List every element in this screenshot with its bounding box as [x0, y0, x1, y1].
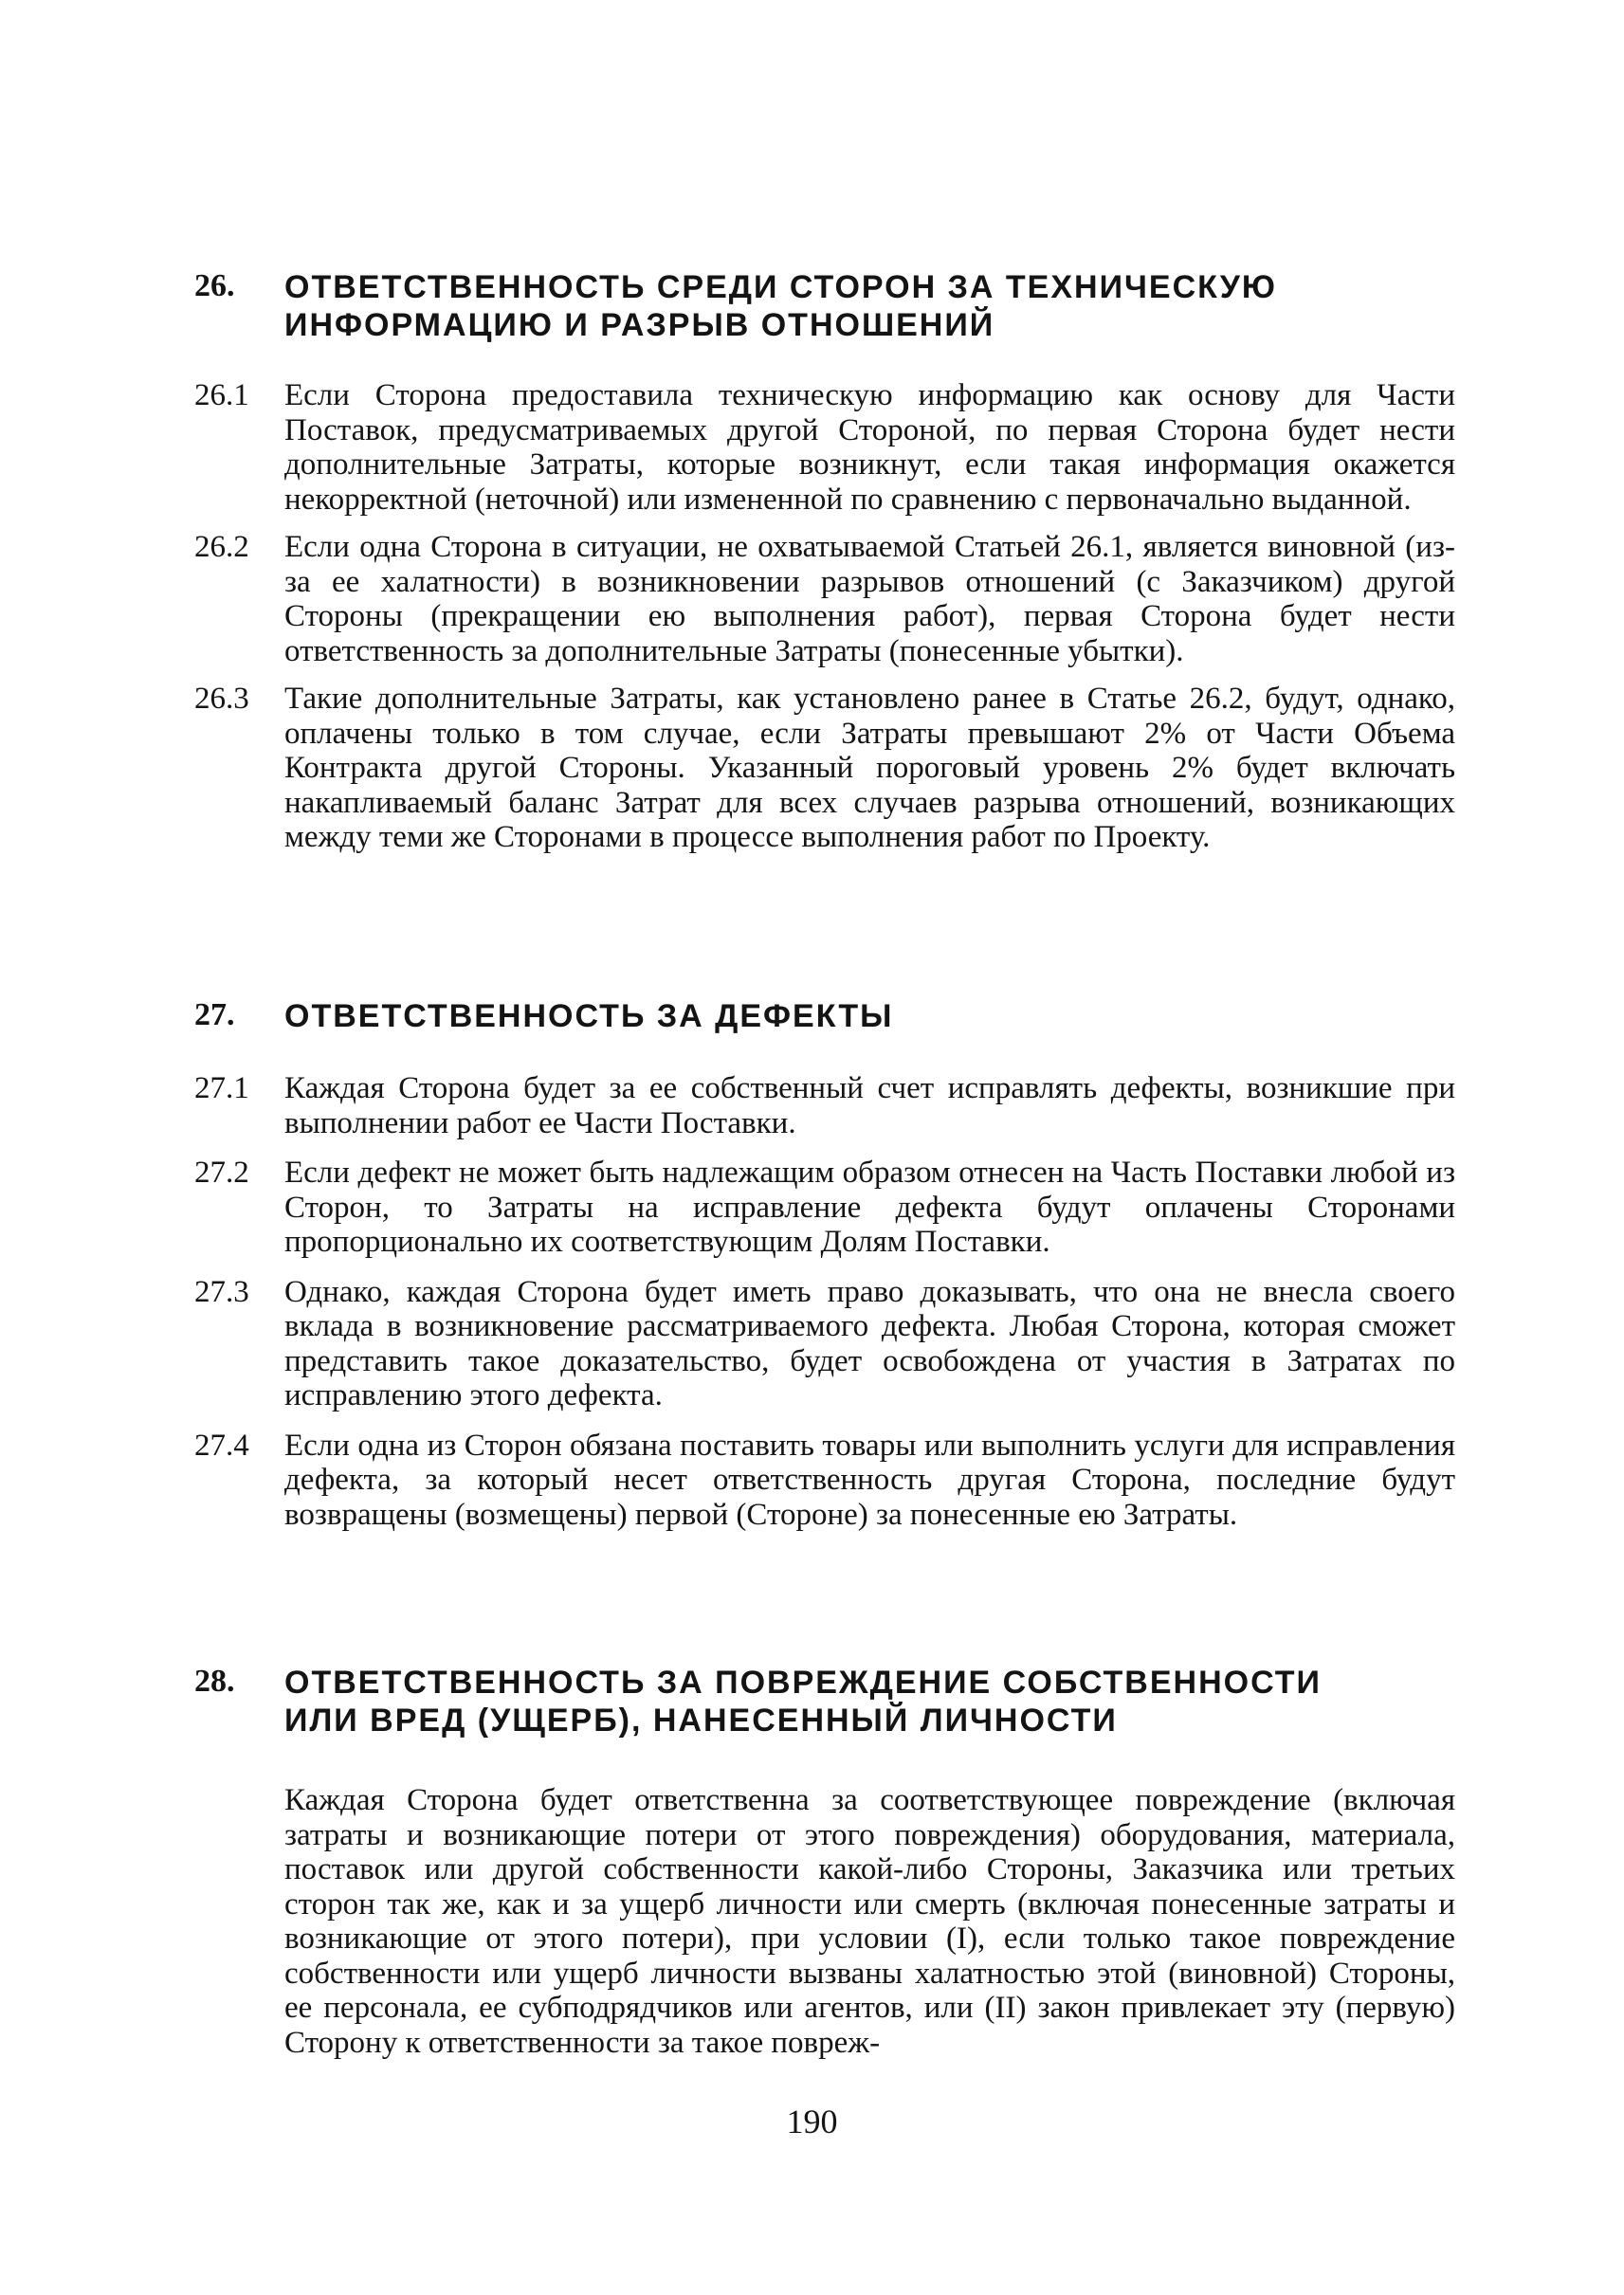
clause-text: Если одна Сторона в ситуации, не охватываемой Статьей 26.1, является виновной (из-за ее халатности) в возникновении разрывов отношений (с Заказчиком) другой Стороны (прекращении ею выполнения работ), первая Сторона будет нести ответственность за дополнительные Затраты (понесенные убытки). — [284, 530, 1455, 668]
clause — [194, 530, 1455, 668]
section-heading — [194, 997, 1455, 1035]
clause — [194, 1429, 1455, 1533]
clause-number: 26.1 — [194, 378, 249, 412]
clause-text: Если одна из Сторон обязана поставить товары или выполнить услуги для исправления дефекта, за который несет ответственность другая Сторона, последние будут возвращены (возмещены) первой (Стороне) за понесенные ею Затраты. — [284, 1428, 1455, 1532]
section-heading — [194, 268, 1455, 344]
clause — [194, 1071, 1455, 1140]
section-number: 27. — [194, 997, 235, 1032]
section-title: ОТВЕТСТВЕННОСТЬ ЗА ПОВРЕЖДЕНИЕ СОБСТВЕННОСТИ ИЛИ ВРЕД (УЩЕРБ), НАНЕСЕННЫЙ ЛИЧНОСТИ — [284, 1665, 1322, 1739]
clause-text: Каждая Сторона будет за ее собственный счет исправлять дефекты, возникшие при выполнении работ ее Части Поставки. — [284, 1071, 1455, 1140]
clause-number: 26.3 — [194, 682, 249, 716]
clause-number: 27.2 — [194, 1156, 249, 1190]
clause — [194, 1275, 1455, 1413]
section-number: 26. — [194, 268, 235, 303]
section-title: ОТВЕТСТВЕННОСТЬ СРЕДИ СТОРОН ЗА ТЕХНИЧЕСКУЮ ИНФОРМАЦИЮ И РАЗРЫВ ОТНОШЕНИЙ — [284, 269, 1277, 343]
section-26 — [194, 268, 1455, 855]
clause-number: 27.3 — [194, 1274, 249, 1309]
clause-text: Однако, каждая Сторона будет иметь право доказывать, что она не внесла своего вклада в возникновение рассматриваемого дефекта. Любая Сторона, которая сможет представить такое доказательство, будет освобождена от участия в Затратах по исправлению этого дефекта. — [284, 1274, 1455, 1412]
clause-number: 26.2 — [194, 530, 249, 564]
clause — [194, 378, 1455, 517]
section-number: 28. — [194, 1664, 235, 1699]
clause-text: Если Сторона предоставила техническую информацию как основу для Части Поставок, предусматриваемых другой Стороной, по первая Сторона будет нести дополнительные Затраты, которые возникнут, если такая информация окажется некорректной (неточной) или измененной по сравнению с первоначально выданной. — [284, 378, 1455, 517]
section-paragraph: Каждая Сторона будет ответственна за соответствующее повреждение (включая затраты и возникающие потери от этого повреждения) оборудования, материала, поставок или другой собственности какой-либо Стороны, Заказчика или третьих сторон так же, как и за ущерб личности или смерть (включая понесенные затраты и возникающие от этого потери), при условии (I), если только такое повреждение собственности или ущерб личности вызваны халатностью этой (виновной) Стороны, ее персонала, ее субподрядчиков или агентов, или (II) закон привлекает эту (первую) Сторону к ответственности за такое повреж- — [284, 1783, 1455, 2060]
clause-text: Такие дополнительные Затраты, как установлено ранее в Статье 26.2, будут, однако, оплачены только в том случае, если Затраты превышают 2% от Части Объема Контракта другой Стороны. Указанный пороговый уровень 2% будет включать накапливаемый баланс Затрат для всех случаев разрыва отношений, возникающих между теми же Сторонами в процессе выполнения работ по Проекту. — [284, 682, 1455, 854]
section-title: ОТВЕТСТВЕННОСТЬ ЗА ДЕФЕКТЫ — [284, 998, 894, 1034]
clause — [194, 682, 1455, 855]
clause-number: 27.1 — [194, 1071, 249, 1105]
page-number: 190 — [786, 2103, 838, 2140]
clause-text: Если дефект не может быть надлежащим образом отнесен на Часть Поставки любой из Сторон, то Затраты на исправление дефекта будут оплачены Сторонами пропорционально их соответствующим Долям Поставки. — [284, 1156, 1455, 1259]
section-heading — [194, 1664, 1455, 1739]
section-27 — [194, 997, 1455, 1532]
clause — [194, 1156, 1455, 1260]
clause-number: 27.4 — [194, 1428, 249, 1463]
section-28 — [194, 1664, 1455, 2060]
